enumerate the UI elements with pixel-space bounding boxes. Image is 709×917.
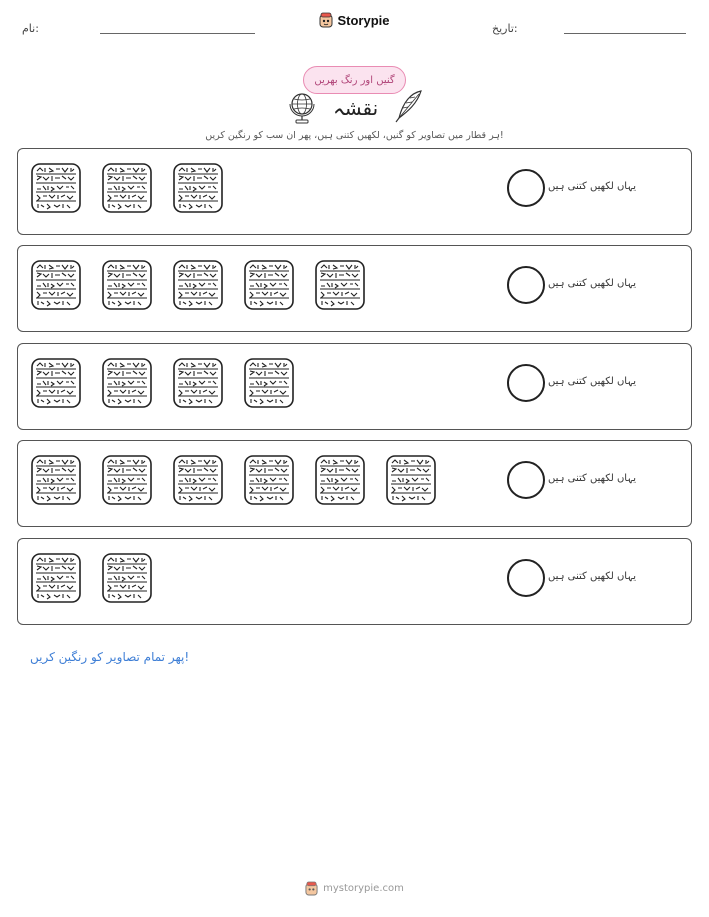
cuneiform-tablet-icon	[101, 259, 153, 311]
feather-quill-icon	[393, 88, 425, 124]
row-label: یہاں لکھیں کتنی ہیں	[548, 278, 636, 289]
globe-icon	[287, 90, 317, 124]
title-block	[285, 88, 425, 126]
row-label: یہاں لکھیں کتنی ہیں	[548, 571, 636, 582]
cuneiform-tablet-icon	[172, 357, 224, 409]
cuneiform-tablet-icon	[314, 259, 366, 311]
answer-circle[interactable]	[507, 364, 545, 402]
count-row-5	[17, 538, 692, 625]
cuneiform-tablet-icon	[101, 454, 153, 506]
cuneiform-tablet-icon	[243, 259, 295, 311]
activity-badge: گنیں اور رنگ بھریں	[303, 66, 406, 94]
cuneiform-tablet-icon	[314, 454, 366, 506]
cuneiform-tablet-icon	[30, 454, 82, 506]
cuneiform-tablet-icon	[30, 162, 82, 214]
date-label: تاریخ:	[492, 22, 518, 35]
page-title: نقشہ	[333, 96, 379, 120]
footer-url: mystorypie.com	[323, 883, 404, 894]
storypie-logo-icon	[305, 881, 318, 896]
cuneiform-tablet-icon	[172, 162, 224, 214]
count-row-1	[17, 148, 692, 235]
cuneiform-tablet-icon	[101, 552, 153, 604]
answer-circle[interactable]	[507, 559, 545, 597]
cuneiform-tablet-icon	[243, 454, 295, 506]
count-row-2	[17, 245, 692, 332]
date-line[interactable]	[564, 33, 686, 34]
footer	[0, 881, 709, 900]
count-row-3	[17, 343, 692, 430]
cuneiform-tablet-icon	[30, 259, 82, 311]
cuneiform-tablet-icon	[30, 552, 82, 604]
row-label: یہاں لکھیں کتنی ہیں	[548, 181, 636, 192]
cuneiform-tablet-icon	[30, 357, 82, 409]
row-label: یہاں لکھیں کتنی ہیں	[548, 473, 636, 484]
answer-circle[interactable]	[507, 266, 545, 304]
name-line[interactable]	[100, 33, 255, 34]
count-row-4	[17, 440, 692, 527]
brand-name: Storypie	[337, 12, 390, 28]
storypie-logo-icon	[319, 12, 333, 28]
footer-note: پھر تمام تصاویر کو رنگین کریں!	[30, 650, 190, 664]
row-label: یہاں لکھیں کتنی ہیں	[548, 376, 636, 387]
answer-circle[interactable]	[507, 169, 545, 207]
cuneiform-tablet-icon	[101, 162, 153, 214]
answer-circle[interactable]	[507, 461, 545, 499]
cuneiform-tablet-icon	[172, 454, 224, 506]
brand	[0, 12, 709, 32]
cuneiform-tablet-icon	[385, 454, 437, 506]
cuneiform-tablet-icon	[101, 357, 153, 409]
name-label: نام:	[22, 22, 39, 35]
cuneiform-tablet-icon	[172, 259, 224, 311]
cuneiform-tablet-icon	[243, 357, 295, 409]
instructions: ہر قطار میں تصاویر کو گنیں، لکھیں کتنی ہیں، پھر ان سب کو رنگین کریں!	[205, 130, 504, 141]
